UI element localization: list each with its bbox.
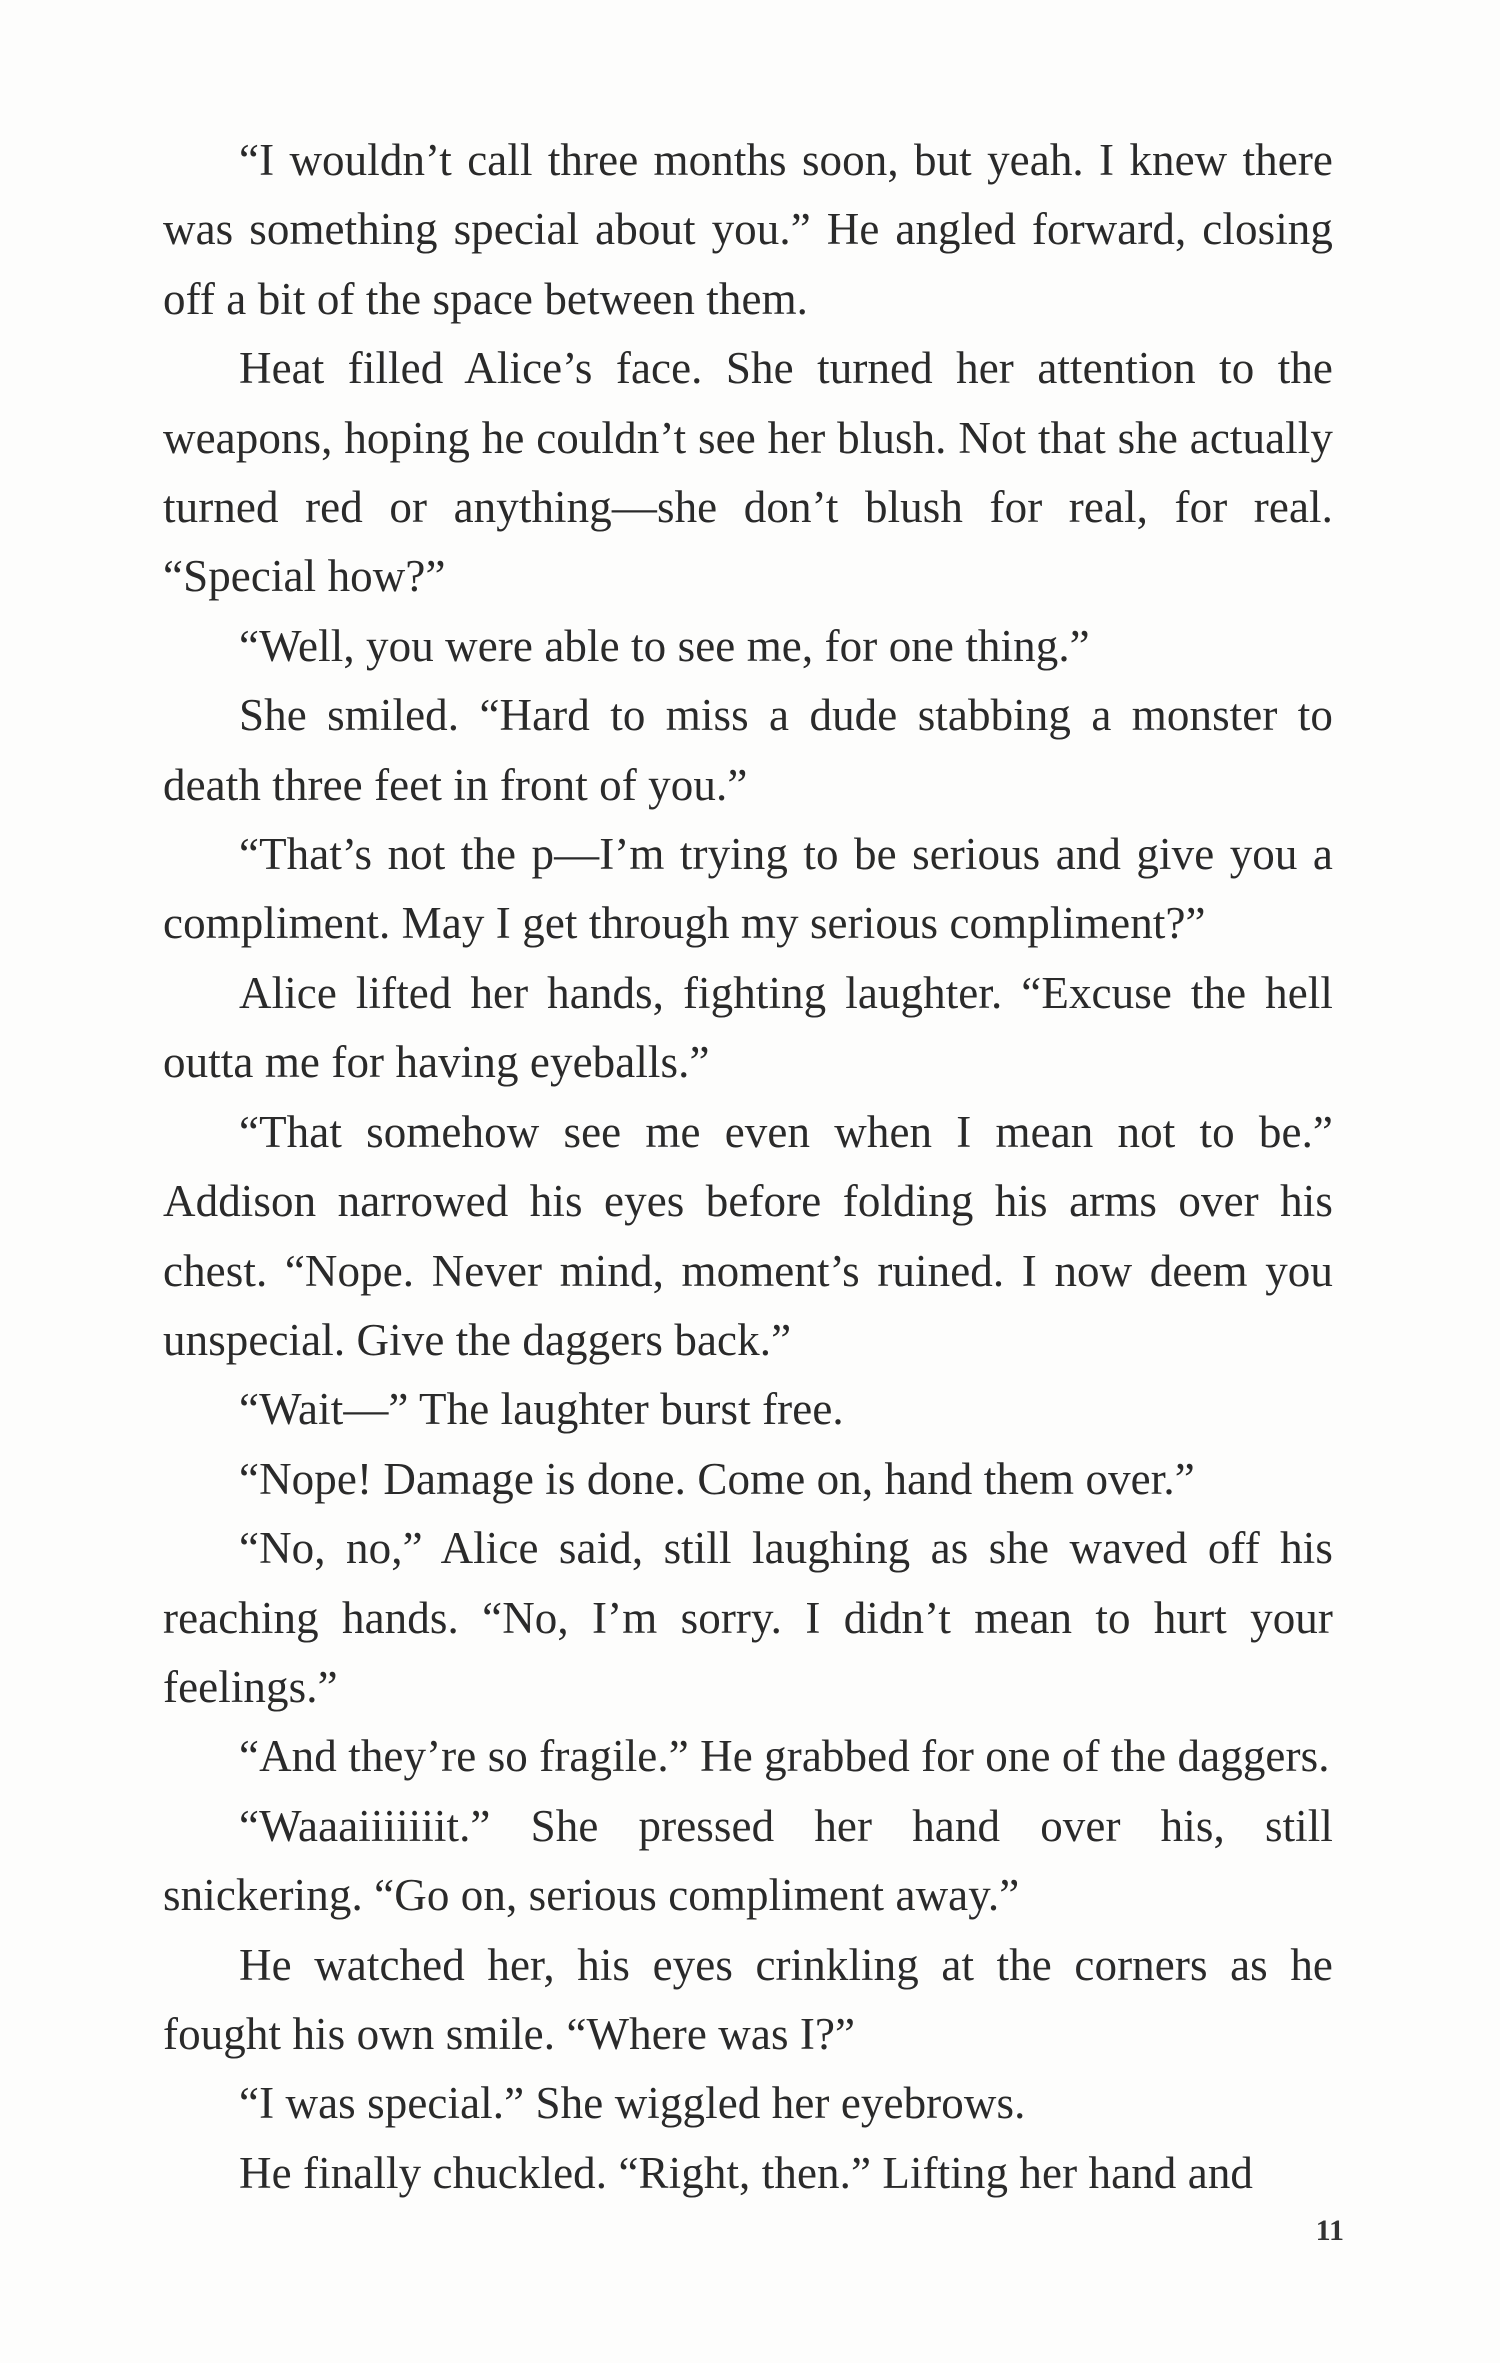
paragraph: “No, no,” Alice said, still laughing as she waved off his reaching hands. “No, I’m sorry. I didn’t mean to hurt your feelings.” [163,1523,1333,1712]
page-number: 11 [1315,2214,1344,2247]
paragraph: “That’s not the p—I’m trying to be serious and give you a compliment. May I get through my serious compliment?” [163,829,1333,949]
body-text [163,126,1333,2208]
paragraph: “Wait—” The laughter burst free. [239,1384,844,1435]
paragraph: Heat filled Alice’s face. She turned her attention to the weapons, hoping he couldn’t see her blush. Not that she actually turned red or anything—she don’t blush for real, for real. “Special how?” [163,343,1333,602]
paragraph: Alice lifted her hands, fighting laughter. “Excuse the hell outta me for having eyeballs.” [163,967,1333,1088]
paragraph: “Waaaiiiiiiit.” She pressed her hand over his, still snickering. “Go on, serious compliment away.” [163,1800,1333,1921]
paragraph: He finally chuckled. “Right, then.” Lifting her hand and [239,2147,1254,2198]
paragraph: She smiled. “Hard to miss a dude stabbing a monster to death three feet in front of you.” [163,690,1333,810]
paragraph: He watched her, his eyes crinkling at the corners as he fought his own smile. “Where was I?” [163,1939,1333,2059]
paragraph: “And they’re so fragile.” He grabbed for one of the daggers. [239,1731,1330,1782]
paragraph: “Nope! Damage is done. Come on, hand them over.” [239,1453,1195,1504]
paragraph: “Well, you were able to see me, for one thing.” [239,620,1090,671]
paragraph: “That somehow see me even when I mean not to be.” Addison narrowed his eyes before folding his arms over his chest. “Nope. Never mind, moment’s ruined. I now deem you unspecial. Give the daggers back.” [163,1106,1333,1365]
paragraph: “I wouldn’t call three months soon, but yeah. I knew there was something special about you.” He angled forward, closing off a bit of the space between them. [163,135,1333,324]
paragraph: “I was special.” She wiggled her eyebrows. [239,2078,1026,2129]
